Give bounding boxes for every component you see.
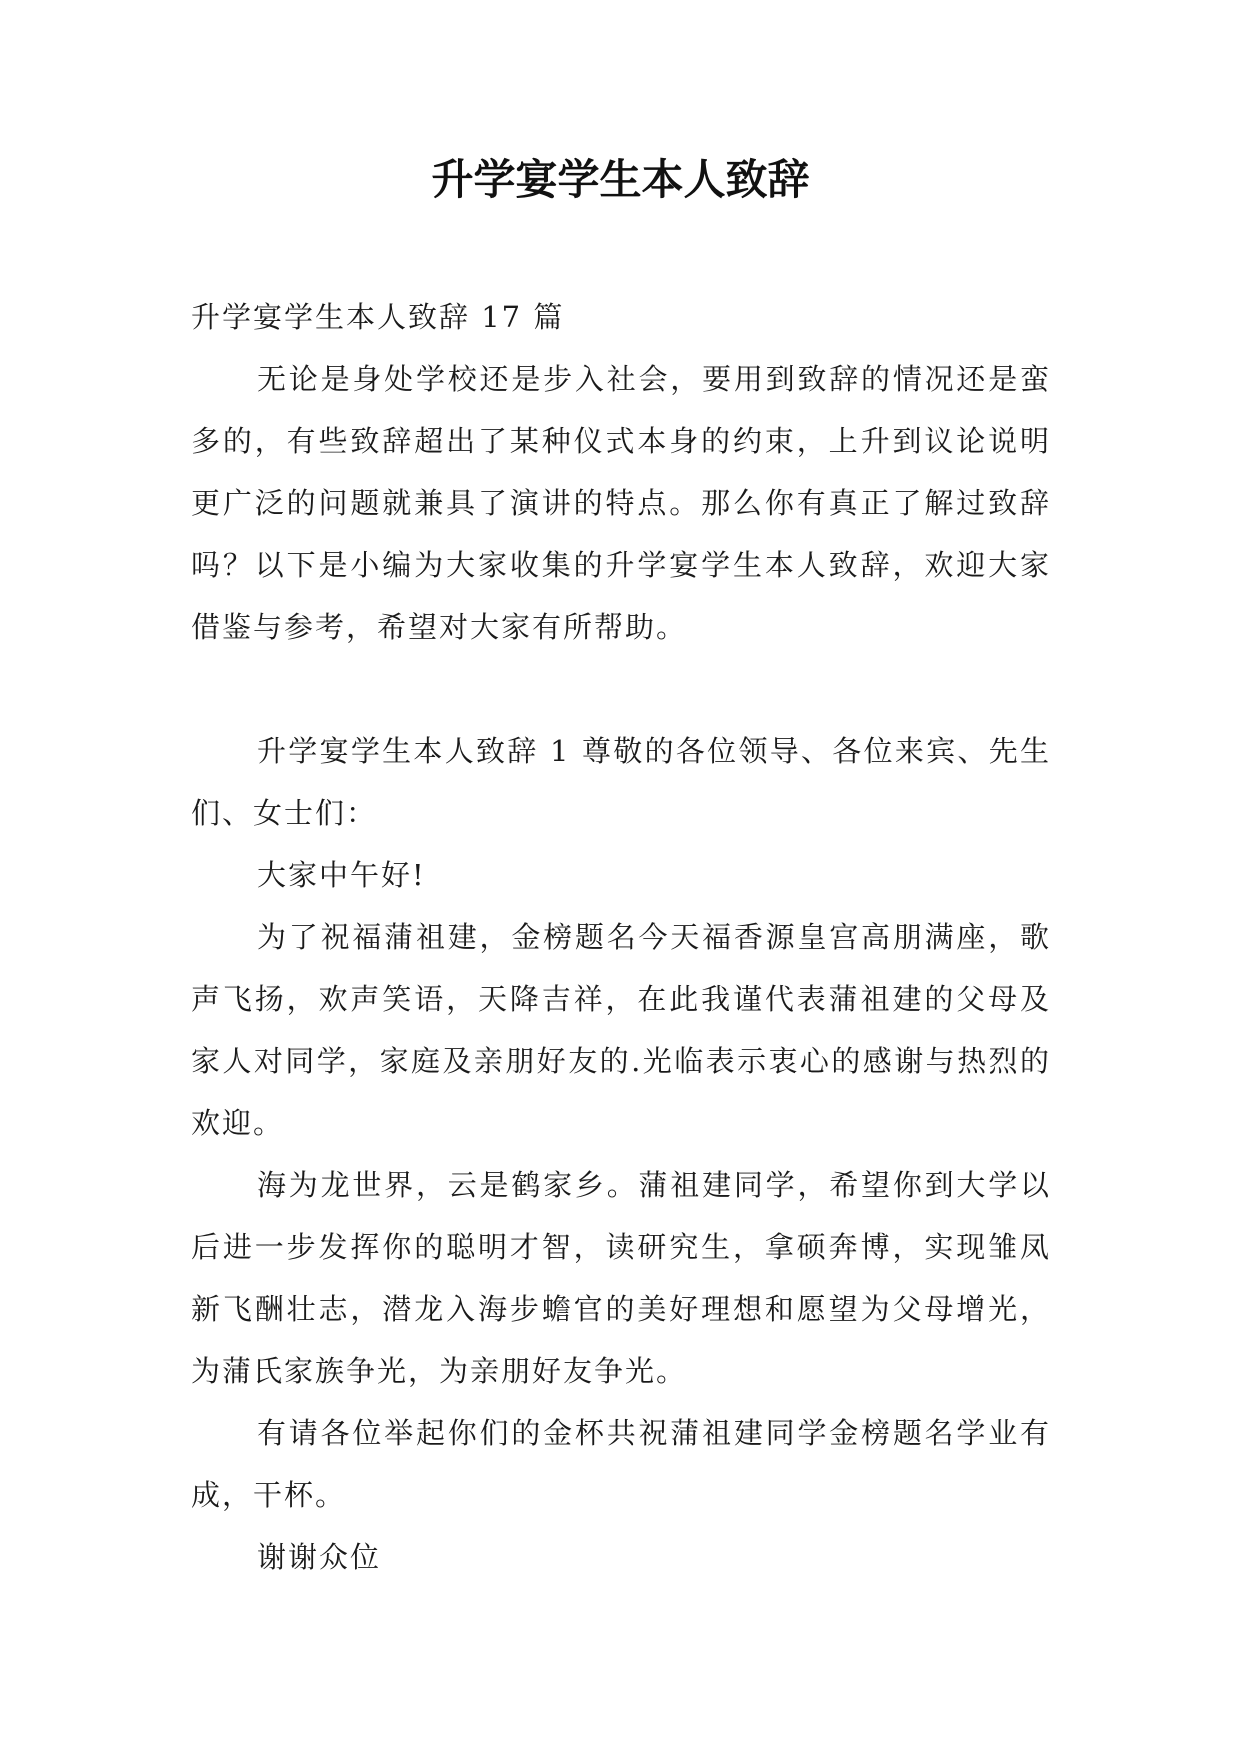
- speech-paragraph-thanks: 谢谢众位: [257, 1540, 382, 1574]
- speech-paragraph-toast: 有请各位举起你们的金杯共祝蒲祖建同学金榜题名学业有成，干杯。: [191, 1416, 1051, 1512]
- document-subtitle: 升学宴学生本人致辞 17 篇: [191, 300, 565, 334]
- speech-paragraph-welcome: 为了祝福蒲祖建，金榜题名今天福香源皇宫高朋满座，歌声飞扬，欢声笑语，天降吉祥，在此我谨代表蒲祖建的父母及家人对同学，家庭及亲朋好友的.光临表示衷心的感谢与热烈的欢迎。: [191, 920, 1051, 1140]
- document-body: [191, 286, 1051, 1588]
- speech-paragraph-wishes: 海为龙世界，云是鹤家乡。蒲祖建同学，希望你到大学以后进一步发挥你的聪明才智，读研究生，拿硕奔博，实现雏凤新飞酬壮志，潜龙入海步蟾官的美好理想和愿望为父母增光，为蒲氏家族争光，为亲朋好友争光。: [191, 1168, 1051, 1388]
- speech-paragraph-greeting: 升学宴学生本人致辞 1 尊敬的各位领导、各位来宾、先生们、女士们：: [191, 734, 1051, 830]
- intro-paragraph: 无论是身处学校还是步入社会，要用到致辞的情况还是蛮多的，有些致辞超出了某种仪式本身的约束，上升到议论说明更广泛的问题就兼具了演讲的特点。那么你有真正了解过致辞吗？以下是小编为大家收集的升学宴学生本人致辞，欢迎大家借鉴与参考，希望对大家有所帮助。: [191, 362, 1051, 644]
- speech-paragraph-hello: 大家中午好!: [257, 858, 426, 892]
- paragraph-gap: [191, 658, 1051, 720]
- document-title: 升学宴学生本人致辞: [431, 155, 810, 204]
